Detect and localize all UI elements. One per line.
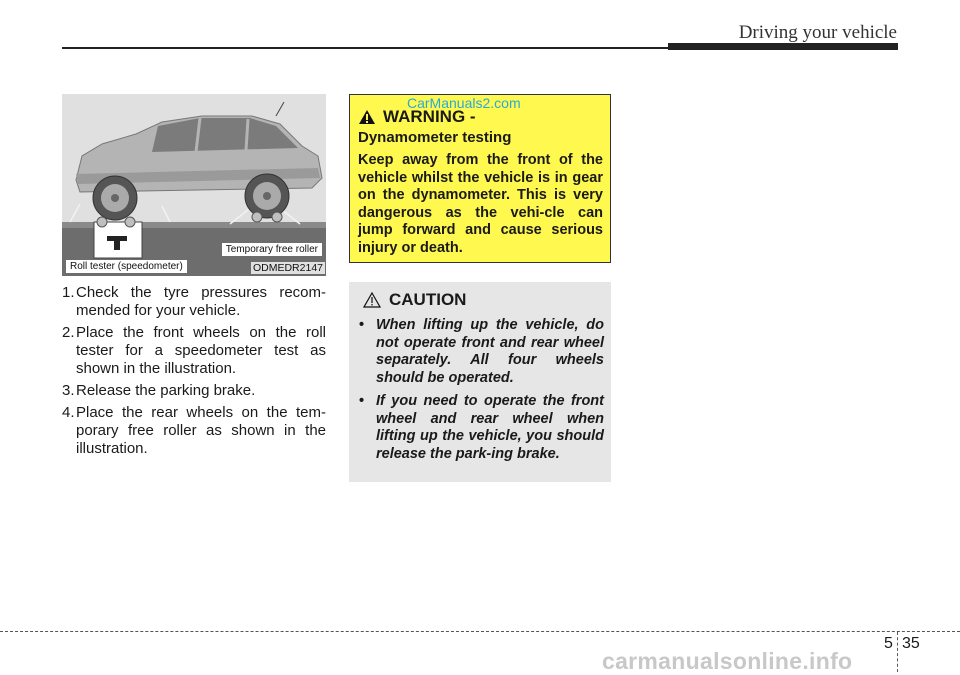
figure-code: ODMEDR2147 [252,262,323,274]
warning-title: WARNING - [383,107,476,126]
caution-title: CAUTION [389,290,467,309]
site-watermark[interactable]: carmanualsonline.info [602,648,853,674]
list-item: 2. Place the front wheels on the roll tester for a speedometer test as shown in the illustration. [62,324,326,377]
list-item: • When lifting up the vehicle, do not operate front and rear wheel separately. All four wheels should be operated. [359,317,604,386]
warning-body: Keep away from the front of the vehicle whilst the vehicle is in gear on the dynamometer. This is very dangerous as the vehi-cle can jump forward and cause serious injury or death. [358,152,603,256]
caution-box [349,282,611,482]
page-number-divider [897,632,898,672]
warning-subtitle: Dynamometer testing [358,129,512,146]
list-item: 3. Release the parking brake. [62,382,256,399]
header-title: Driving your vehicle [738,22,897,43]
list-item: • If you need to operate the front wheel and rear wheel when lifting up the vehicle, you should release the park-ing brake. [359,393,604,462]
dynamometer-illustration [62,94,326,276]
roll-tester-label: Roll tester (speedometer) [66,260,187,273]
chapter-number: 5 [884,635,893,652]
header-rule-accent [668,43,898,50]
caution-triangle-icon [363,292,381,308]
footer-rule [0,631,960,632]
list-item: 4. Place the rear wheels on the tem-porary free roller as shown in the illustration. [62,404,326,457]
caution-list [359,317,604,463]
instruction-steps [62,284,326,462]
warning-triangle-icon [358,109,376,125]
list-item: 1. Check the tyre pressures recom-mended for your vehicle. [62,284,326,319]
page-number: 35 [902,635,920,652]
warning-box [349,94,611,263]
header-rule [62,47,672,49]
watermark-link[interactable]: CarManuals2.com [407,95,521,111]
temporary-free-roller-label: Temporary free roller [222,243,322,256]
